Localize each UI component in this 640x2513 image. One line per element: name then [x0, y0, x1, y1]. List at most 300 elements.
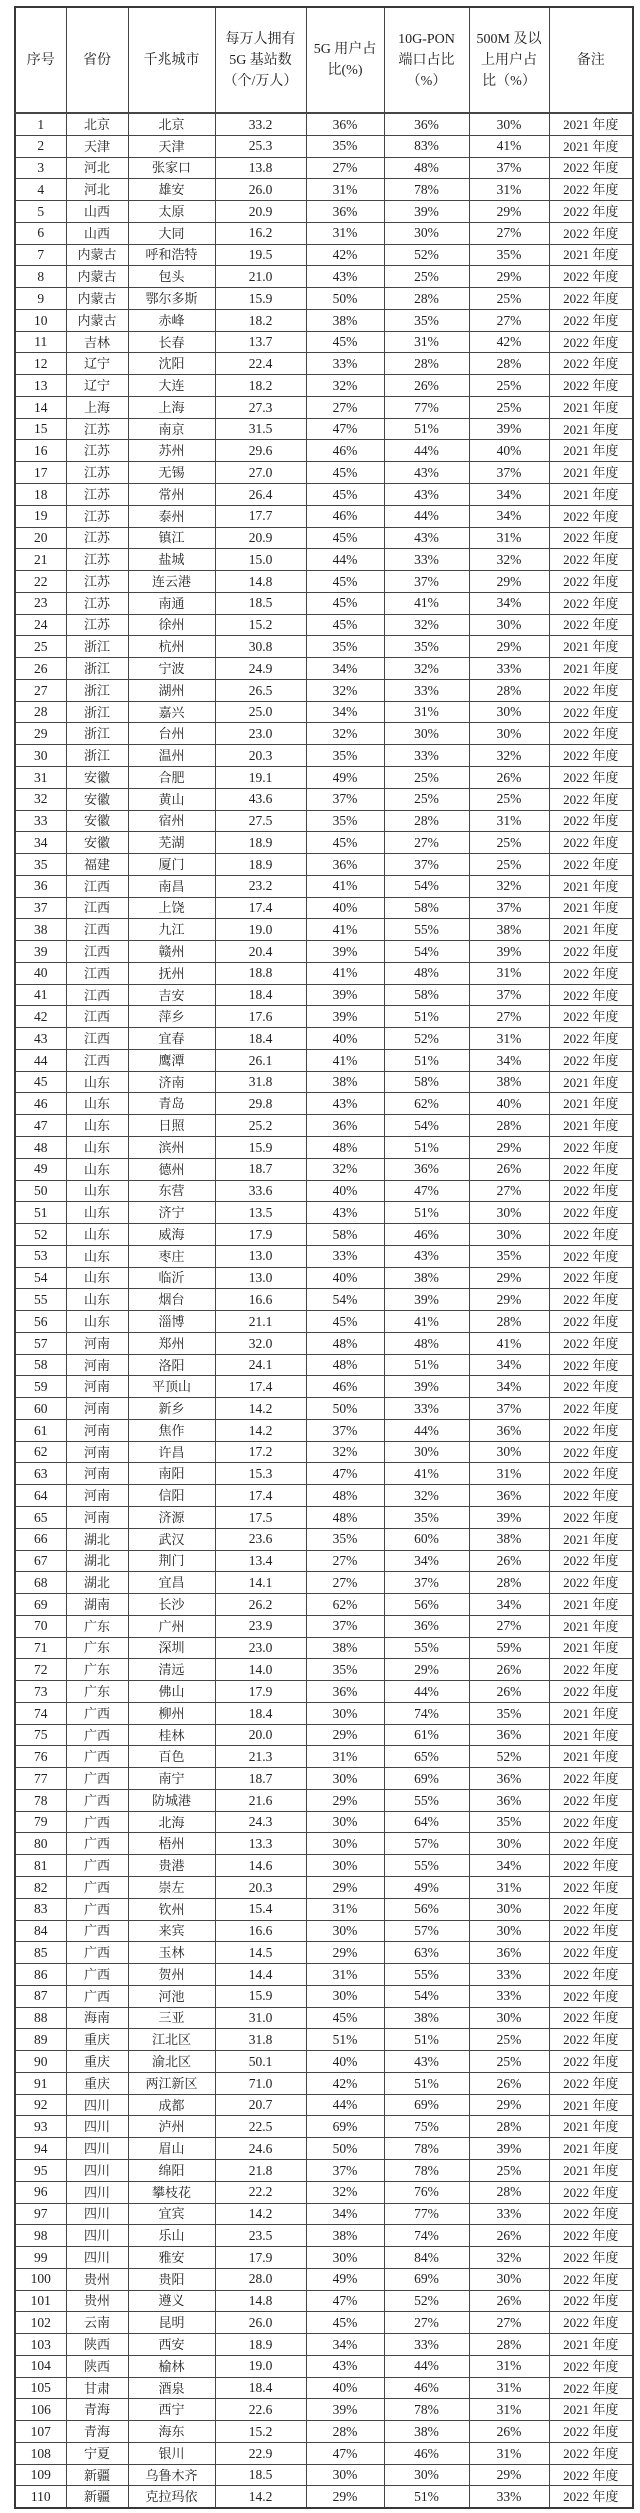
- cell-500m-user-pct: 32%: [469, 549, 549, 571]
- cell-10gpon-port-pct: 51%: [384, 1049, 469, 1071]
- cell-5g-base-station-density: 25.2: [215, 1115, 306, 1137]
- cell-5g-base-station-density: 19.5: [215, 244, 306, 266]
- cell-5g-user-pct: 47%: [306, 1463, 384, 1485]
- cell-5g-user-pct: 35%: [306, 135, 384, 157]
- cell-5g-user-pct: 54%: [306, 1289, 384, 1311]
- cell-province: 河南: [66, 1485, 128, 1507]
- cell-remark: 2022 年度: [549, 1877, 633, 1899]
- cell-city: 济南: [128, 1071, 215, 1093]
- cell-5g-user-pct: 34%: [306, 2334, 384, 2356]
- cell-province: 江苏: [66, 484, 128, 506]
- cell-500m-user-pct: 27%: [469, 222, 549, 244]
- cell-province: 重庆: [66, 2051, 128, 2073]
- cell-5g-base-station-density: 19.0: [215, 2355, 306, 2377]
- cell-city: 南昌: [128, 875, 215, 897]
- cell-province: 河南: [66, 1441, 128, 1463]
- cell-city: 平顶山: [128, 1376, 215, 1398]
- cell-index: 73: [15, 1681, 66, 1703]
- cell-remark: 2022 年度: [549, 1267, 633, 1289]
- cell-5g-user-pct: 47%: [306, 418, 384, 440]
- cell-5g-base-station-density: 27.0: [215, 462, 306, 484]
- cell-province: 青海: [66, 2421, 128, 2443]
- table-row: [15, 309, 633, 331]
- cell-province: 河南: [66, 1398, 128, 1420]
- cell-5g-base-station-density: 26.5: [215, 679, 306, 701]
- cell-10gpon-port-pct: 32%: [384, 614, 469, 636]
- cell-5g-base-station-density: 18.2: [215, 375, 306, 397]
- cell-remark: 2021 年度: [549, 1702, 633, 1724]
- cell-5g-user-pct: 30%: [306, 1833, 384, 1855]
- cell-remark: 2022 年度: [549, 201, 633, 223]
- table-row: [15, 266, 633, 288]
- gigabit-city-5g-indicator-table: [14, 6, 634, 2509]
- cell-index: 34: [15, 832, 66, 854]
- cell-remark: 2022 年度: [549, 1789, 633, 1811]
- cell-10gpon-port-pct: 55%: [384, 1964, 469, 1986]
- cell-500m-user-pct: 30%: [469, 1441, 549, 1463]
- cell-5g-base-station-density: 17.4: [215, 1376, 306, 1398]
- cell-5g-user-pct: 39%: [306, 941, 384, 963]
- cell-5g-user-pct: 37%: [306, 788, 384, 810]
- table-row: [15, 1637, 633, 1659]
- cell-500m-user-pct: 31%: [469, 2399, 549, 2421]
- cell-province: 陕西: [66, 2334, 128, 2356]
- cell-remark: 2022 年度: [549, 2203, 633, 2225]
- cell-5g-base-station-density: 18.2: [215, 309, 306, 331]
- cell-city: 黄山: [128, 788, 215, 810]
- cell-500m-user-pct: 36%: [469, 1789, 549, 1811]
- cell-province: 山东: [66, 1071, 128, 1093]
- cell-city: 合肥: [128, 766, 215, 788]
- cell-5g-base-station-density: 14.2: [215, 1398, 306, 1420]
- cell-index: 36: [15, 875, 66, 897]
- cell-remark: 2021 年度: [549, 1071, 633, 1093]
- cell-city: 玉林: [128, 1942, 215, 1964]
- cell-10gpon-port-pct: 27%: [384, 2312, 469, 2334]
- cell-city: 大连: [128, 375, 215, 397]
- cell-city: 九江: [128, 919, 215, 941]
- cell-remark: 2021 年度: [549, 2159, 633, 2181]
- cell-500m-user-pct: 36%: [469, 1942, 549, 1964]
- cell-5g-user-pct: 45%: [306, 527, 384, 549]
- cell-500m-user-pct: 30%: [469, 1920, 549, 1942]
- cell-500m-user-pct: 39%: [469, 941, 549, 963]
- cell-index: 41: [15, 984, 66, 1006]
- cell-province: 广西: [66, 1833, 128, 1855]
- cell-remark: 2022 年度: [549, 1985, 633, 2007]
- cell-index: 33: [15, 810, 66, 832]
- table-row: [15, 1964, 633, 1986]
- cell-city: 郑州: [128, 1332, 215, 1354]
- cell-index: 50: [15, 1180, 66, 1202]
- cell-remark: 2022 年度: [549, 353, 633, 375]
- cell-index: 79: [15, 1811, 66, 1833]
- cell-500m-user-pct: 33%: [469, 1985, 549, 2007]
- cell-10gpon-port-pct: 51%: [384, 2029, 469, 2051]
- cell-remark: 2022 年度: [549, 810, 633, 832]
- cell-5g-base-station-density: 24.9: [215, 658, 306, 680]
- cell-city: 临沂: [128, 1267, 215, 1289]
- cell-province: 河南: [66, 1419, 128, 1441]
- cell-index: 17: [15, 462, 66, 484]
- cell-5g-user-pct: 42%: [306, 2072, 384, 2094]
- cell-province: 广西: [66, 1724, 128, 1746]
- cell-10gpon-port-pct: 54%: [384, 1985, 469, 2007]
- cell-5g-user-pct: 27%: [306, 1572, 384, 1594]
- cell-10gpon-port-pct: 30%: [384, 1441, 469, 1463]
- cell-500m-user-pct: 30%: [469, 614, 549, 636]
- cell-index: 85: [15, 1942, 66, 1964]
- cell-5g-base-station-density: 24.6: [215, 2138, 306, 2160]
- cell-500m-user-pct: 31%: [469, 527, 549, 549]
- cell-index: 27: [15, 679, 66, 701]
- table-row: [15, 788, 633, 810]
- cell-5g-user-pct: 43%: [306, 1093, 384, 1115]
- cell-remark: 2022 年度: [549, 1768, 633, 1790]
- cell-remark: 2021 年度: [549, 1528, 633, 1550]
- cell-city: 遵义: [128, 2290, 215, 2312]
- cell-500m-user-pct: 25%: [469, 854, 549, 876]
- cell-index: 65: [15, 1507, 66, 1529]
- cell-remark: 2022 年度: [549, 592, 633, 614]
- cell-5g-user-pct: 37%: [306, 2159, 384, 2181]
- cell-city: 无锡: [128, 462, 215, 484]
- table-row: [15, 1158, 633, 1180]
- cell-province: 广西: [66, 1985, 128, 2007]
- cell-500m-user-pct: 27%: [469, 309, 549, 331]
- cell-city: 桂林: [128, 1724, 215, 1746]
- cell-500m-user-pct: 34%: [469, 592, 549, 614]
- cell-remark: 2022 年度: [549, 1855, 633, 1877]
- cell-10gpon-port-pct: 55%: [384, 1789, 469, 1811]
- cell-500m-user-pct: 32%: [469, 875, 549, 897]
- cell-index: 109: [15, 2464, 66, 2486]
- cell-province: 广西: [66, 1898, 128, 1920]
- cell-5g-base-station-density: 22.5: [215, 2116, 306, 2138]
- cell-500m-user-pct: 31%: [469, 962, 549, 984]
- table-row: [15, 2399, 633, 2421]
- cell-city: 上海: [128, 396, 215, 418]
- cell-10gpon-port-pct: 69%: [384, 2094, 469, 2116]
- cell-index: 102: [15, 2312, 66, 2334]
- cell-city: 渝北区: [128, 2051, 215, 2073]
- cell-index: 13: [15, 375, 66, 397]
- cell-5g-user-pct: 30%: [306, 1920, 384, 1942]
- cell-province: 青海: [66, 2399, 128, 2421]
- cell-10gpon-port-pct: 48%: [384, 157, 469, 179]
- column-header-5g-user-pct: 5G 用户占比(%): [306, 7, 384, 113]
- cell-5g-base-station-density: 22.9: [215, 2442, 306, 2464]
- cell-500m-user-pct: 33%: [469, 658, 549, 680]
- cell-remark: 2022 年度: [549, 1202, 633, 1224]
- cell-index: 18: [15, 484, 66, 506]
- cell-remark: 2022 年度: [549, 962, 633, 984]
- cell-index: 69: [15, 1594, 66, 1616]
- cell-index: 64: [15, 1485, 66, 1507]
- cell-10gpon-port-pct: 78%: [384, 2138, 469, 2160]
- cell-5g-base-station-density: 14.5: [215, 1942, 306, 1964]
- cell-remark: 2022 年度: [549, 984, 633, 1006]
- cell-city: 南京: [128, 418, 215, 440]
- cell-5g-user-pct: 62%: [306, 1594, 384, 1616]
- table-row: [15, 1093, 633, 1115]
- cell-5g-base-station-density: 15.9: [215, 1985, 306, 2007]
- cell-remark: 2022 年度: [549, 1507, 633, 1529]
- cell-city: 镇江: [128, 527, 215, 549]
- cell-remark: 2021 年度: [549, 875, 633, 897]
- cell-5g-user-pct: 46%: [306, 440, 384, 462]
- cell-10gpon-port-pct: 41%: [384, 1463, 469, 1485]
- table-row: [15, 462, 633, 484]
- cell-index: 25: [15, 636, 66, 658]
- cell-500m-user-pct: 25%: [469, 2029, 549, 2051]
- cell-remark: 2022 年度: [549, 2312, 633, 2334]
- cell-500m-user-pct: 25%: [469, 375, 549, 397]
- cell-5g-user-pct: 32%: [306, 723, 384, 745]
- cell-500m-user-pct: 26%: [469, 2225, 549, 2247]
- cell-remark: 2022 年度: [549, 2247, 633, 2269]
- cell-province: 广东: [66, 1681, 128, 1703]
- cell-remark: 2021 年度: [549, 1594, 633, 1616]
- table-row: [15, 135, 633, 157]
- cell-500m-user-pct: 40%: [469, 440, 549, 462]
- cell-city: 河池: [128, 1985, 215, 2007]
- cell-city: 钦州: [128, 1898, 215, 1920]
- cell-province: 重庆: [66, 2072, 128, 2094]
- cell-10gpon-port-pct: 63%: [384, 1942, 469, 1964]
- cell-5g-base-station-density: 32.0: [215, 1332, 306, 1354]
- cell-10gpon-port-pct: 37%: [384, 571, 469, 593]
- cell-500m-user-pct: 26%: [469, 2072, 549, 2094]
- cell-city: 宜昌: [128, 1572, 215, 1594]
- cell-city: 成都: [128, 2094, 215, 2116]
- cell-province: 广西: [66, 1877, 128, 1899]
- table-row: [15, 1659, 633, 1681]
- cell-10gpon-port-pct: 41%: [384, 592, 469, 614]
- cell-remark: 2021 年度: [549, 1115, 633, 1137]
- cell-province: 内蒙古: [66, 266, 128, 288]
- cell-remark: 2022 年度: [549, 1136, 633, 1158]
- cell-5g-user-pct: 48%: [306, 1485, 384, 1507]
- cell-city: 贺州: [128, 1964, 215, 1986]
- cell-10gpon-port-pct: 26%: [384, 375, 469, 397]
- cell-index: 54: [15, 1267, 66, 1289]
- cell-10gpon-port-pct: 57%: [384, 1833, 469, 1855]
- cell-500m-user-pct: 36%: [469, 1724, 549, 1746]
- cell-500m-user-pct: 27%: [469, 2312, 549, 2334]
- cell-index: 77: [15, 1768, 66, 1790]
- cell-index: 3: [15, 157, 66, 179]
- cell-5g-user-pct: 45%: [306, 484, 384, 506]
- cell-10gpon-port-pct: 43%: [384, 462, 469, 484]
- cell-5g-base-station-density: 14.4: [215, 1964, 306, 1986]
- cell-index: 93: [15, 2116, 66, 2138]
- cell-index: 47: [15, 1115, 66, 1137]
- cell-10gpon-port-pct: 55%: [384, 1855, 469, 1877]
- cell-10gpon-port-pct: 51%: [384, 1354, 469, 1376]
- table-row: [15, 1702, 633, 1724]
- table-row: [15, 2268, 633, 2290]
- cell-index: 53: [15, 1245, 66, 1267]
- cell-index: 19: [15, 505, 66, 527]
- cell-province: 山东: [66, 1202, 128, 1224]
- cell-remark: 2022 年度: [549, 2072, 633, 2094]
- cell-10gpon-port-pct: 64%: [384, 1811, 469, 1833]
- cell-10gpon-port-pct: 58%: [384, 984, 469, 1006]
- cell-remark: 2022 年度: [549, 723, 633, 745]
- cell-index: 7: [15, 244, 66, 266]
- cell-index: 5: [15, 201, 66, 223]
- cell-5g-user-pct: 36%: [306, 1681, 384, 1703]
- table-row: [15, 1267, 633, 1289]
- cell-5g-user-pct: 31%: [306, 179, 384, 201]
- cell-remark: 2021 年度: [549, 658, 633, 680]
- cell-city: 广州: [128, 1615, 215, 1637]
- cell-500m-user-pct: 36%: [469, 1419, 549, 1441]
- cell-500m-user-pct: 29%: [469, 636, 549, 658]
- cell-remark: 2022 年度: [549, 2442, 633, 2464]
- cell-province: 陕西: [66, 2355, 128, 2377]
- cell-remark: 2021 年度: [549, 636, 633, 658]
- cell-province: 福建: [66, 854, 128, 876]
- cell-500m-user-pct: 37%: [469, 897, 549, 919]
- cell-remark: 2022 年度: [549, 549, 633, 571]
- cell-500m-user-pct: 25%: [469, 288, 549, 310]
- cell-5g-user-pct: 27%: [306, 157, 384, 179]
- cell-500m-user-pct: 28%: [469, 1115, 549, 1137]
- cell-index: 68: [15, 1572, 66, 1594]
- cell-5g-user-pct: 50%: [306, 2138, 384, 2160]
- table-row: [15, 919, 633, 941]
- table-row: [15, 2334, 633, 2356]
- cell-500m-user-pct: 30%: [469, 1833, 549, 1855]
- cell-5g-user-pct: 48%: [306, 1332, 384, 1354]
- cell-10gpon-port-pct: 33%: [384, 679, 469, 701]
- cell-remark: 2021 年度: [549, 440, 633, 462]
- cell-province: 山西: [66, 201, 128, 223]
- cell-500m-user-pct: 29%: [469, 1267, 549, 1289]
- cell-5g-base-station-density: 50.1: [215, 2051, 306, 2073]
- cell-500m-user-pct: 31%: [469, 179, 549, 201]
- cell-city: 信阳: [128, 1485, 215, 1507]
- cell-10gpon-port-pct: 52%: [384, 244, 469, 266]
- cell-remark: 2022 年度: [549, 1311, 633, 1333]
- cell-province: 广西: [66, 1942, 128, 1964]
- cell-index: 37: [15, 897, 66, 919]
- cell-500m-user-pct: 29%: [469, 201, 549, 223]
- cell-5g-user-pct: 38%: [306, 309, 384, 331]
- table-row: [15, 1180, 633, 1202]
- cell-city: 百色: [128, 1746, 215, 1768]
- column-header-province: 省份: [66, 7, 128, 113]
- table-row: [15, 201, 633, 223]
- table-row: [15, 1463, 633, 1485]
- cell-province: 江西: [66, 897, 128, 919]
- cell-remark: 2021 年度: [549, 1637, 633, 1659]
- cell-10gpon-port-pct: 37%: [384, 1572, 469, 1594]
- cell-index: 61: [15, 1419, 66, 1441]
- cell-5g-user-pct: 32%: [306, 1441, 384, 1463]
- table-row: [15, 745, 633, 767]
- cell-index: 52: [15, 1224, 66, 1246]
- cell-5g-base-station-density: 26.4: [215, 484, 306, 506]
- cell-5g-user-pct: 29%: [306, 1942, 384, 1964]
- cell-province: 四川: [66, 2116, 128, 2138]
- cell-5g-base-station-density: 18.5: [215, 592, 306, 614]
- cell-10gpon-port-pct: 58%: [384, 897, 469, 919]
- cell-10gpon-port-pct: 43%: [384, 1245, 469, 1267]
- cell-5g-base-station-density: 13.0: [215, 1245, 306, 1267]
- cell-5g-base-station-density: 17.9: [215, 1681, 306, 1703]
- cell-10gpon-port-pct: 44%: [384, 1681, 469, 1703]
- cell-city: 鄂尔多斯: [128, 288, 215, 310]
- cell-5g-user-pct: 36%: [306, 854, 384, 876]
- cell-500m-user-pct: 26%: [469, 2290, 549, 2312]
- cell-500m-user-pct: 25%: [469, 2159, 549, 2181]
- table-row: [15, 723, 633, 745]
- cell-province: 四川: [66, 2203, 128, 2225]
- table-row: [15, 418, 633, 440]
- cell-city: 乐山: [128, 2225, 215, 2247]
- cell-500m-user-pct: 41%: [469, 1332, 549, 1354]
- cell-500m-user-pct: 59%: [469, 1637, 549, 1659]
- cell-5g-base-station-density: 13.7: [215, 331, 306, 353]
- cell-500m-user-pct: 38%: [469, 919, 549, 941]
- cell-5g-base-station-density: 26.1: [215, 1049, 306, 1071]
- cell-5g-user-pct: 33%: [306, 353, 384, 375]
- table-row: [15, 1006, 633, 1028]
- cell-index: 91: [15, 2072, 66, 2094]
- cell-province: 广西: [66, 1789, 128, 1811]
- cell-index: 51: [15, 1202, 66, 1224]
- cell-500m-user-pct: 32%: [469, 745, 549, 767]
- cell-province: 广西: [66, 1964, 128, 1986]
- cell-remark: 2022 年度: [549, 1463, 633, 1485]
- cell-5g-user-pct: 34%: [306, 701, 384, 723]
- cell-5g-base-station-density: 15.2: [215, 614, 306, 636]
- cell-500m-user-pct: 30%: [469, 723, 549, 745]
- cell-province: 辽宁: [66, 375, 128, 397]
- cell-5g-base-station-density: 19.0: [215, 919, 306, 941]
- cell-5g-base-station-density: 27.5: [215, 810, 306, 832]
- cell-10gpon-port-pct: 77%: [384, 396, 469, 418]
- cell-index: 40: [15, 962, 66, 984]
- cell-5g-user-pct: 40%: [306, 2377, 384, 2399]
- table-row: [15, 2072, 633, 2094]
- cell-10gpon-port-pct: 60%: [384, 1528, 469, 1550]
- cell-500m-user-pct: 38%: [469, 1528, 549, 1550]
- cell-city: 天津: [128, 135, 215, 157]
- cell-province: 河北: [66, 179, 128, 201]
- cell-10gpon-port-pct: 32%: [384, 1485, 469, 1507]
- cell-index: 92: [15, 2094, 66, 2116]
- cell-5g-base-station-density: 33.6: [215, 1180, 306, 1202]
- cell-5g-base-station-density: 31.5: [215, 418, 306, 440]
- cell-5g-base-station-density: 24.3: [215, 1811, 306, 1833]
- cell-10gpon-port-pct: 39%: [384, 1376, 469, 1398]
- cell-province: 广西: [66, 1702, 128, 1724]
- cell-city: 雄安: [128, 179, 215, 201]
- cell-500m-user-pct: 28%: [469, 1572, 549, 1594]
- cell-500m-user-pct: 35%: [469, 244, 549, 266]
- cell-10gpon-port-pct: 69%: [384, 1768, 469, 1790]
- cell-index: 39: [15, 941, 66, 963]
- cell-5g-user-pct: 36%: [306, 113, 384, 135]
- table-row: [15, 636, 633, 658]
- cell-index: 108: [15, 2442, 66, 2464]
- cell-city: 克拉玛依: [128, 2486, 215, 2508]
- cell-5g-base-station-density: 19.1: [215, 766, 306, 788]
